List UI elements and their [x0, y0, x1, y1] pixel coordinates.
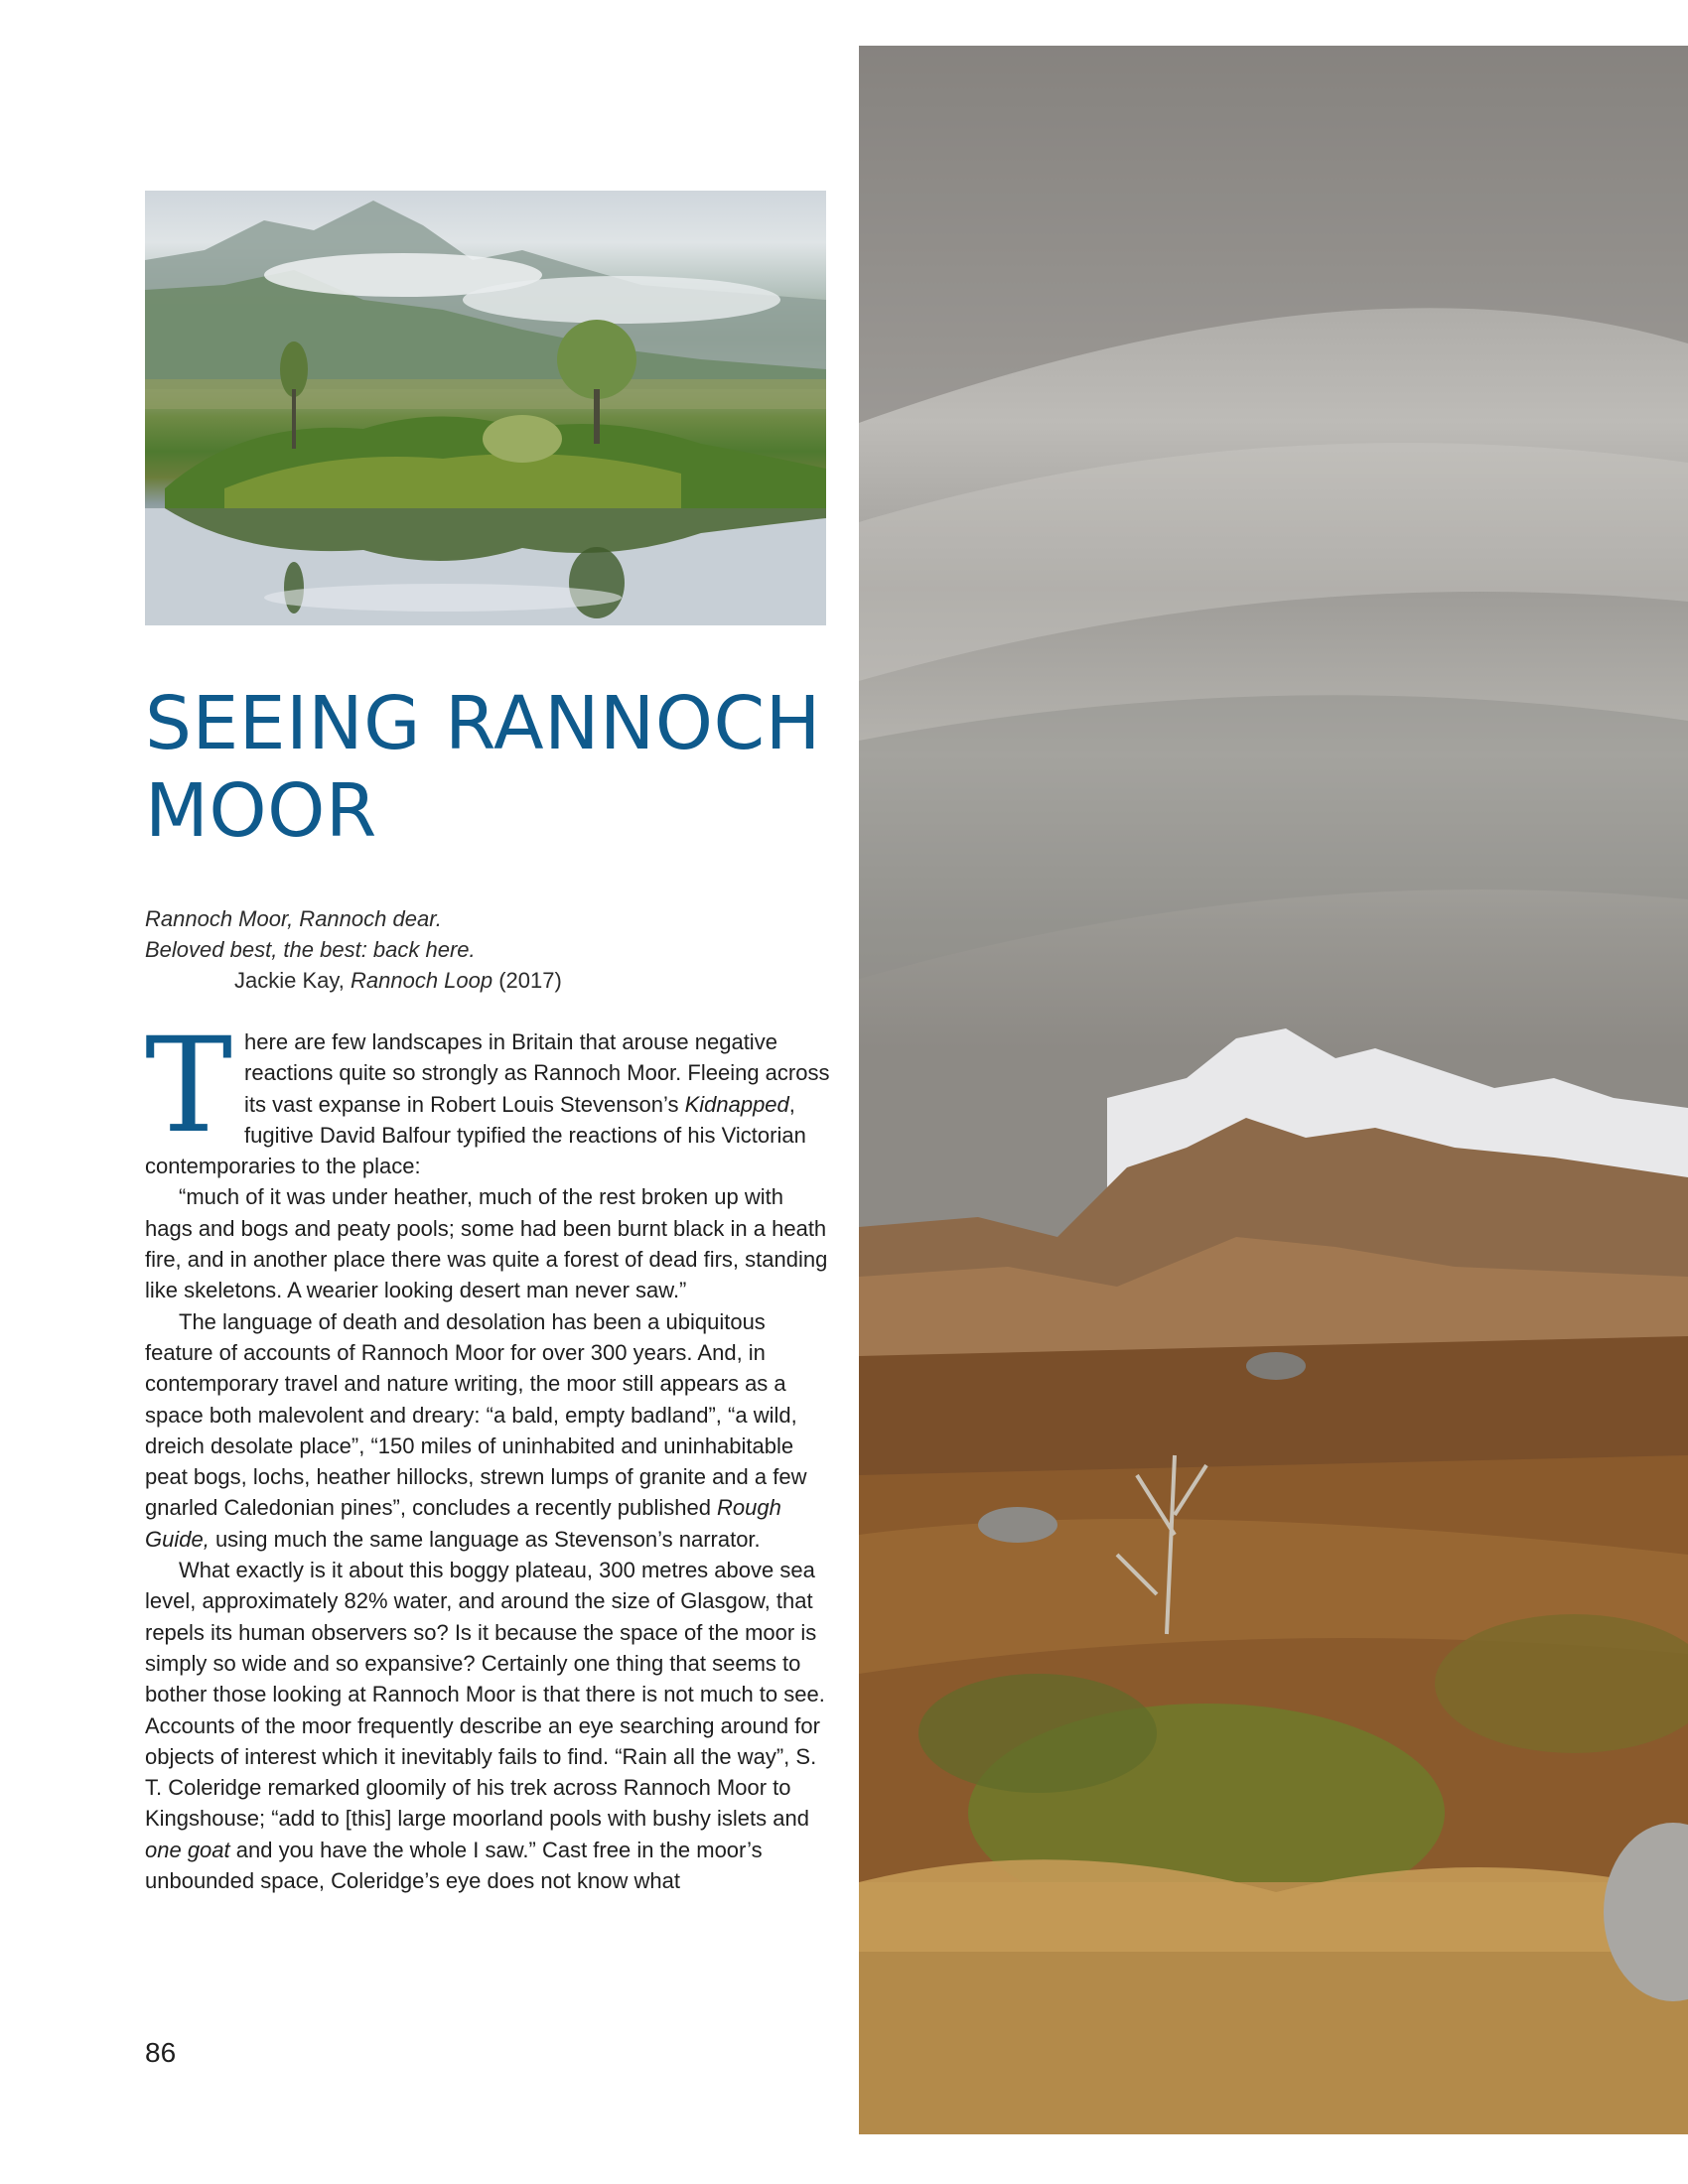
- epigraph-line-1: Rannoch Moor, Rannoch dear.: [145, 906, 442, 931]
- paragraph-3: [145, 1306, 830, 1555]
- paragraph-1-text-b: , fugitive David Balfour typified the reactions of his Victorian contemporaries to the place:: [145, 1091, 806, 1179]
- hero-moor-photo: [859, 46, 1688, 2134]
- paragraph-1-text-a: here are few landscapes in Britain that arouse negative reactions quite so strongly as Rannoch Moor. Fleeing across its vast expanse in Robert Louis Stevenson’s: [244, 1029, 830, 1117]
- paragraph-3-text-a: The language of death and desolation has been a ubiquitous feature of accounts of Rannoch Moor for over 300 years. And, in contemporary travel and nature writing, the moor still appears as a space both malevolent and dreary: “a bald, empty badland”, “a wild, dreich desolate place”, “150 miles of uninhabited and uninhabitable peat bogs, lochs, heather hillocks, strewn lumps of granite and a few gnarled Caledonian pines”, concludes a recently published: [145, 1308, 807, 1521]
- inset-landscape-photo: [145, 191, 826, 625]
- paragraph-1-italic: Kidnapped: [684, 1091, 789, 1117]
- epigraph-attribution: [145, 965, 840, 996]
- paragraph-4-text-b: and you have the whole I saw.” Cast free in the moor’s unbounded space, Coleridge’s eye does not know what: [145, 1837, 763, 1894]
- epigraph-work: Rannoch Loop: [350, 968, 493, 993]
- epigraph-year: (2017): [492, 968, 562, 993]
- drop-cap: T: [145, 1010, 233, 1162]
- paragraph-4-text-a: What exactly is it about this boggy plateau, 300 metres above sea level, approximately 82% water, and around the size of Glasgow, that repels its human observers so? Is it because the space of the moor is simply so wide and so expansive? Certainly one thing that seems to bother those looking at Rannoch Moor is that there is not much to see. Accounts of the moor frequently describe an eye searching around for objects of interest which it inevitably fails to find. “Rain all the way”, S. T. Coleridge remarked gloomily of his trek across Rannoch Moor to Kingshouse; “add to [this] large moorland pools with bushy islets and: [145, 1558, 825, 1832]
- page-number: 86: [145, 2037, 177, 2068]
- paragraph-2: “much of it was under heather, much of the rest broken up with hags and bogs and peaty pools; some had been burnt black in a heath fire, and in another place there was quite a forest of dead firs, standing like skeletons. A wearier looking desert man never saw.”: [145, 1184, 828, 1303]
- paragraph-1: [145, 1010, 830, 1181]
- epigraph: [145, 903, 840, 996]
- paragraph-3-text-b: using much the same language as Stevenson’s narrator.: [209, 1526, 761, 1552]
- article-body: [145, 1010, 830, 1896]
- paragraph-4: [145, 1555, 830, 1896]
- paragraph-3-italic: Rough Guide,: [145, 1495, 781, 1552]
- page-title: SEEING RANNOCH MOOR: [145, 681, 821, 854]
- epigraph-author: Jackie Kay,: [234, 968, 351, 993]
- epigraph-line-2: Beloved best, the best: back here.: [145, 937, 476, 962]
- paragraph-4-italic: one goat: [145, 1837, 230, 1862]
